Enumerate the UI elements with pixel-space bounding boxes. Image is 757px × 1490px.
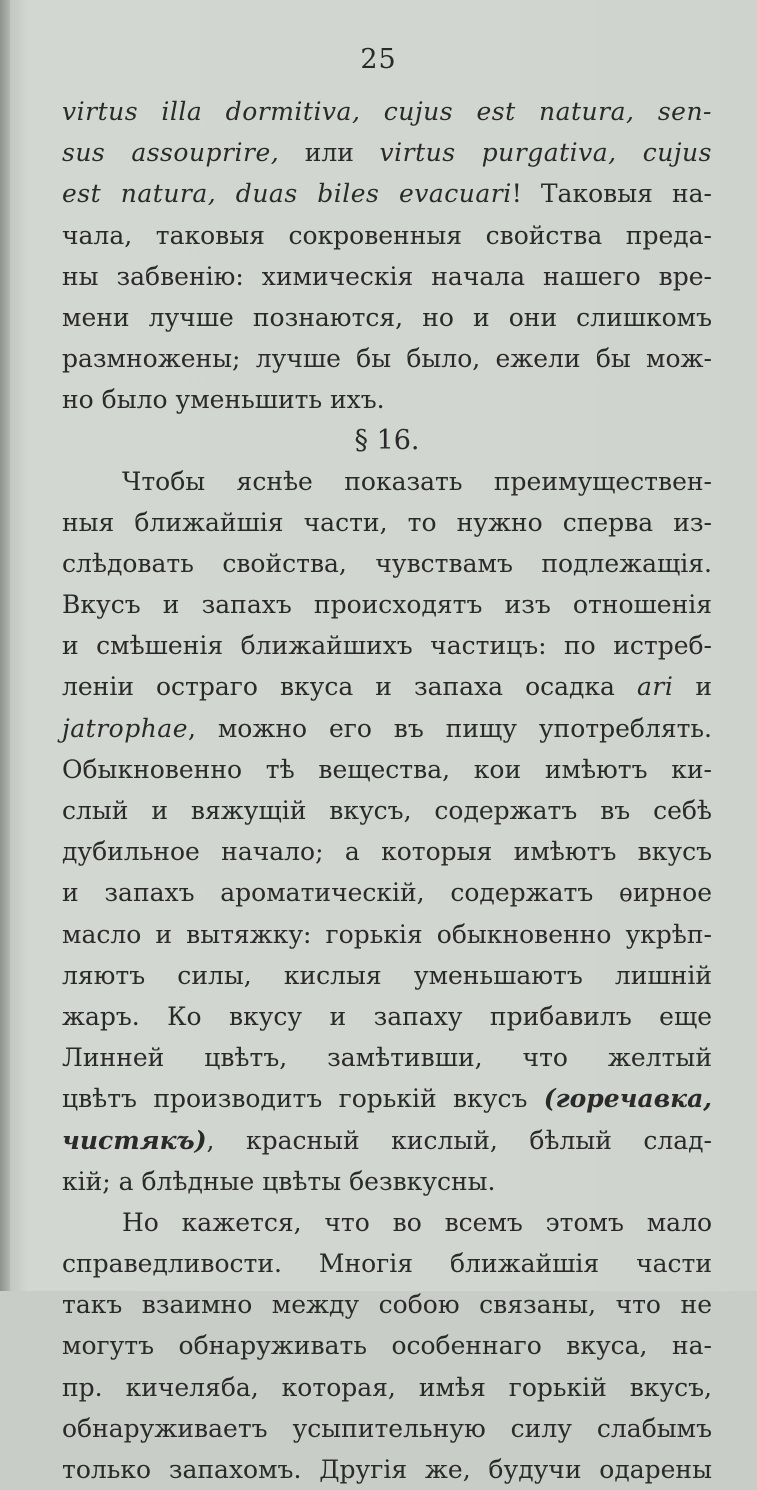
text-run: ari bbox=[636, 672, 674, 702]
text-run: слѣдовать свойства, чувствамъ подлежащія. bbox=[62, 548, 712, 578]
text-line bbox=[62, 955, 712, 996]
text-run: леніи остраго вкуса и запаха осадка bbox=[62, 672, 637, 702]
text-run: справедливости. Многія ближайшія части bbox=[62, 1249, 712, 1279]
text-run: жаръ. Ко вкусу и запаху прибавилъ еще bbox=[62, 1001, 712, 1031]
text-run: обнаруживаетъ усыпительную силу слабымъ bbox=[62, 1413, 712, 1443]
text-line bbox=[62, 872, 712, 913]
text-line bbox=[62, 1120, 712, 1161]
text-line bbox=[62, 297, 712, 338]
text-line bbox=[62, 1449, 712, 1490]
text-run: ляютъ силы, кислыя уменьшаютъ лишній bbox=[62, 960, 712, 990]
text-line bbox=[62, 502, 712, 543]
text-run: только запахомъ. Другія же, будучи одарены bbox=[62, 1455, 712, 1484]
text-run: virtus illa dormitiva, cujus est natura, sen- bbox=[62, 97, 712, 126]
text-line bbox=[62, 831, 712, 872]
text-run: чистякъ) bbox=[62, 1125, 207, 1155]
text-run: или bbox=[279, 138, 380, 168]
text-line bbox=[62, 666, 712, 707]
text-line bbox=[62, 215, 712, 256]
text-run: цвѣтъ производитъ горькій вкусъ bbox=[62, 1084, 544, 1114]
text-line bbox=[62, 914, 712, 955]
paragraph-1 bbox=[62, 91, 712, 421]
text-run: и смѣшенія ближайшихъ частицъ: по истреб- bbox=[62, 631, 712, 661]
text-run: Линней цвѣтъ, замѣтивши, что желтый bbox=[62, 1043, 712, 1073]
text-line bbox=[62, 1243, 712, 1284]
text-run: пр. кичеляба, которая, имѣя горькій вкусъ, bbox=[62, 1372, 712, 1402]
text-line bbox=[62, 1078, 712, 1119]
text-line bbox=[62, 173, 712, 214]
text-line bbox=[62, 132, 712, 173]
text-run: Обыкновенно тѣ вещества, кои имѣютъ ки- bbox=[62, 754, 712, 784]
paragraph-3 bbox=[62, 1202, 712, 1490]
text-line bbox=[62, 256, 712, 297]
text-run: ! Таковыя на- bbox=[511, 179, 712, 209]
text-run: , можно его въ пищу употреблять. bbox=[188, 713, 712, 743]
text-line bbox=[62, 708, 712, 749]
text-line bbox=[62, 1161, 712, 1202]
text-run: sus assouprire, bbox=[62, 138, 280, 168]
text-run: масло и вытяжку: горькія обыкновенно укрѣп- bbox=[62, 919, 712, 949]
text-line bbox=[62, 1367, 712, 1408]
section-heading: § 16. bbox=[354, 424, 420, 456]
page-number: 25 bbox=[360, 44, 397, 75]
text-run: слый и вяжущій вкусъ, содержатъ въ себѣ bbox=[62, 796, 712, 825]
text-run: и запахъ ароматическій, содержатъ ѳирное bbox=[62, 878, 712, 908]
text-run: (горечавка, bbox=[543, 1084, 712, 1114]
paragraph-2 bbox=[62, 461, 712, 1202]
text-line bbox=[62, 996, 712, 1037]
text-run: и bbox=[673, 672, 712, 702]
text-run: jatrophae bbox=[62, 713, 189, 743]
text-run: дубильное начало; а которыя имѣютъ вкусъ bbox=[62, 837, 712, 867]
text-line bbox=[62, 91, 712, 132]
text-run: размножены; лучше бы было, ежели бы мож- bbox=[62, 344, 712, 374]
text-line bbox=[62, 749, 712, 790]
text-run: ныя ближайшія части, то нужно сперва из- bbox=[62, 507, 712, 537]
text-run: чала, таковыя сокровенныя свойства преда- bbox=[62, 220, 712, 250]
text-run: Чтобы яснѣе показать преимуществен- bbox=[122, 466, 712, 496]
text-run: Вкусъ и запахъ происходятъ изъ отношенія bbox=[62, 590, 712, 620]
text-run: могутъ обнаруживать особеннаго вкуса, на- bbox=[62, 1331, 712, 1361]
text-line bbox=[62, 790, 712, 831]
text-run: мени лучше познаются, но и они слишкомъ bbox=[62, 302, 712, 332]
text-run: кій; а блѣдные цвѣты безвкусны. bbox=[62, 1166, 496, 1196]
text-line bbox=[62, 461, 712, 502]
text-line bbox=[62, 379, 712, 420]
text-line bbox=[62, 625, 712, 666]
text-run: est natura, duas biles evacuari bbox=[62, 179, 512, 209]
page-edge bbox=[0, 0, 10, 1291]
text-line bbox=[62, 543, 712, 584]
text-run: virtus purgativa, cujus bbox=[379, 138, 712, 168]
text-line bbox=[62, 1202, 712, 1243]
text-line bbox=[62, 1325, 712, 1366]
text-run: но было уменьшить ихъ. bbox=[62, 385, 385, 415]
text-run: , красный кислый, бѣлый слад- bbox=[206, 1125, 712, 1155]
text-line bbox=[62, 584, 712, 625]
text-run: ны забвенію: химическія начала нашего вре- bbox=[62, 261, 712, 291]
text-line bbox=[62, 1408, 712, 1449]
text-line bbox=[62, 338, 712, 379]
text-run: Но кажется, что во всемъ этомъ мало bbox=[122, 1207, 712, 1237]
text-body bbox=[62, 91, 712, 1490]
text-run: такъ взаимно между собою связаны, что не bbox=[62, 1290, 712, 1320]
text-line bbox=[62, 1284, 712, 1325]
text-line bbox=[62, 1037, 712, 1078]
